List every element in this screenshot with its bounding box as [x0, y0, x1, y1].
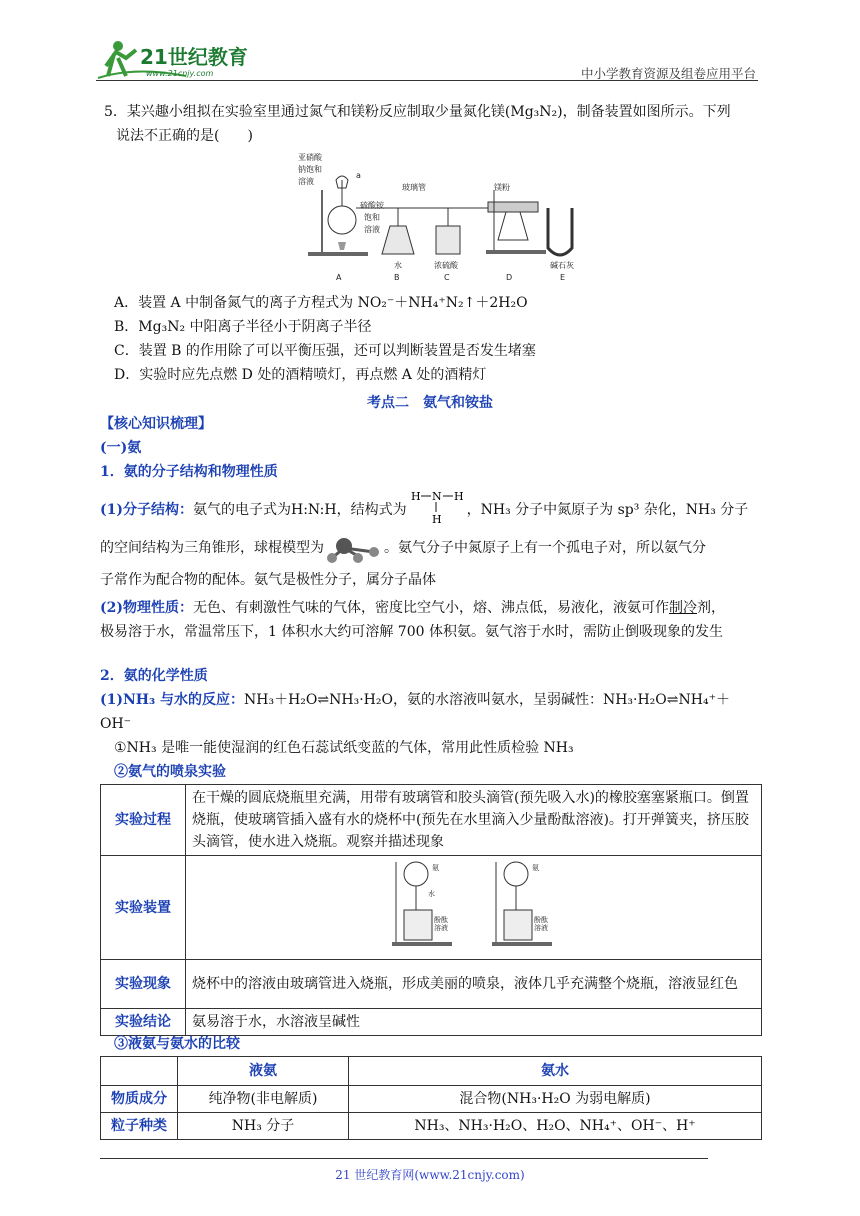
table-row: 粒子种类 NH₃ 分子 NH₃、NH₃·H₂O、H₂O、NH₄⁺、OH⁻、H⁺: [101, 1113, 762, 1140]
footer-link[interactable]: 21 世纪教育网(www.21cnjy.com): [335, 1168, 525, 1182]
platform-name: 中小学教育资源及组卷应用平台: [580, 66, 756, 81]
structure-line1: (1)分子结构：氨气的电子式为H:N:H，结构式为 H N H H ，NH₃ 分子中氮原子为 sp³ 杂化，NH₃ 分子: [100, 490, 749, 526]
svg-text:A: A: [336, 273, 342, 282]
svg-text:溶液: 溶液: [364, 225, 380, 234]
svg-text:钠饱和: 钠饱和: [298, 165, 322, 174]
question-stem: [104, 100, 768, 148]
structural-formula: [407, 490, 467, 526]
svg-text:氨: 氨: [532, 864, 539, 872]
svg-text:浓硫酸: 浓硫酸: [434, 261, 458, 270]
knowledge-heading: 【核心知识梳理】: [100, 416, 212, 432]
table-row: 物质成分 纯净物(非电解质) 混合物(NH₃·H₂O 为弱电解质): [101, 1086, 762, 1113]
svg-text:饱和: 饱和: [364, 213, 380, 222]
svg-text:水: 水: [428, 890, 435, 898]
compare-title: ③液氨与氨水的比较: [114, 1036, 240, 1052]
svg-text:D: D: [506, 273, 513, 282]
svg-text:E: E: [560, 273, 566, 282]
physical-properties: (2)物理性质：无色、有刺激性气味的气体，密度比空气小，熔、沸点低，易液化，液氨可作制冷剂， 极易溶于水，常温常压下，1 体积水大约可溶解 700 体积氨。氨气溶于水时，需防止倒吸现象的发生: [100, 600, 725, 640]
liquid-ammonia-comparison-table: [100, 1056, 762, 1140]
svg-text:镁粉: 镁粉: [494, 183, 510, 192]
table-row: 实验过程 在干燥的圆底烧瓶里充满，用带有玻璃管和胶头滴管(预先吸入水)的橡胶塞塞紧瓶口。倒置烧瓶，使玻璃管插入盛有水的烧杯中(预先在水里滴入少量酚酞溶液)。打开弹簧夹，挤压胶头滴管，使水进入烧瓶。观察并描述现象: [101, 785, 762, 856]
svg-text:溶液: 溶液: [534, 924, 548, 932]
question-line1: 5．某兴趣小组拟在实验室里通过氮气和镁粉反应制取少量氮化镁(Mg₃N₂)，制备装置如图所示。下列: [104, 104, 731, 120]
svg-text:碱石灰: 碱石灰: [550, 261, 574, 270]
note-litmus: ①NH₃ 是唯一能使湿润的红色石蕊试纸变蓝的气体，常用此性质检验 NH₃: [114, 740, 574, 756]
section-title: 考点二 氨气和铵盐: [367, 395, 493, 411]
fountain-experiment-table: [100, 784, 762, 1036]
option-c: C．装置 B 的作用除了可以平衡压强，还可以判断装置是否发生堵塞: [114, 343, 536, 359]
svg-text:a: a: [356, 171, 361, 180]
svg-text:C: C: [444, 273, 450, 282]
svg-text:酚酞: 酚酞: [534, 916, 548, 924]
svg-text:溶液: 溶液: [434, 924, 448, 932]
table-row: 实验现象 烧杯中的溶液由玻璃管进入烧瓶，形成美丽的喷泉，液体几乎充满整个烧瓶，溶液显红色: [101, 960, 762, 1009]
question-line2: 说法不正确的是( ): [116, 128, 253, 144]
svg-text:溶液: 溶液: [298, 177, 314, 186]
table-header-row: 液氨 氨水: [101, 1057, 762, 1086]
logo-text: 21世纪教育: [140, 45, 248, 69]
subsection-ammonia: (一)氨: [100, 440, 142, 456]
electron-formula: H:N:H: [291, 502, 337, 518]
apparatus-figure: [298, 150, 590, 288]
svg-text:亚硝酸: 亚硝酸: [298, 153, 322, 162]
table-row: 实验结论 氨易溶于水，水溶液呈碱性: [101, 1009, 762, 1036]
logo-url: www.21cnjy.com: [146, 69, 214, 78]
svg-text:H: H: [453, 490, 464, 503]
site-logo: [96, 36, 266, 80]
svg-text:酚酞: 酚酞: [434, 916, 448, 924]
water-reaction: (1)NH₃ 与水的反应：NH₃＋H₂O⇌NH₃·H₂O，氨的水溶液叫氨水，呈弱碱性：NH₃·H₂O⇌NH₄⁺＋ OH⁻: [100, 692, 730, 732]
heading-chemical: 2．氨的化学性质: [100, 668, 208, 684]
note-fountain: ②氨气的喷泉实验: [114, 764, 226, 780]
heading-structure: 1．氨的分子结构和物理性质: [100, 464, 278, 480]
svg-text:水: 水: [394, 261, 402, 270]
svg-text:玻璃管: 玻璃管: [402, 183, 426, 192]
fountain-apparatus-figure: [186, 856, 762, 960]
structure-line2: 的空间结构为三角锥形，球棍模型为 。氨气分子中氮原子上有一个孤电子对，所以氨气分: [100, 536, 768, 560]
structure-line3: 子常作为配合物的配体。氨气是极性分子，属分子晶体: [100, 572, 436, 588]
option-a: A．装置 A 中制备氮气的离子方程式为 NO₂⁻＋NH₄⁺N₂↑＋2H₂O: [114, 295, 528, 311]
option-b: B．Mg₃N₂ 中阳离子半径小于阴离子半径: [114, 319, 372, 335]
svg-text:氨: 氨: [432, 864, 439, 872]
svg-text:N: N: [431, 490, 442, 503]
svg-text:B: B: [394, 273, 400, 282]
svg-text:硫酸铵: 硫酸铵: [360, 201, 384, 210]
table-row: 实验装置 氨 水 酚酞 溶液 氨 酚酞 溶液: [101, 856, 762, 960]
header-divider: [96, 80, 758, 81]
option-d: D．实验时应先点燃 D 处的酒精喷灯，再点燃 A 处的酒精灯: [114, 367, 487, 383]
svg-text:H: H: [431, 513, 442, 526]
footer-divider: [100, 1158, 708, 1159]
ball-stick-model: [324, 536, 384, 560]
svg-text:H: H: [410, 490, 421, 503]
